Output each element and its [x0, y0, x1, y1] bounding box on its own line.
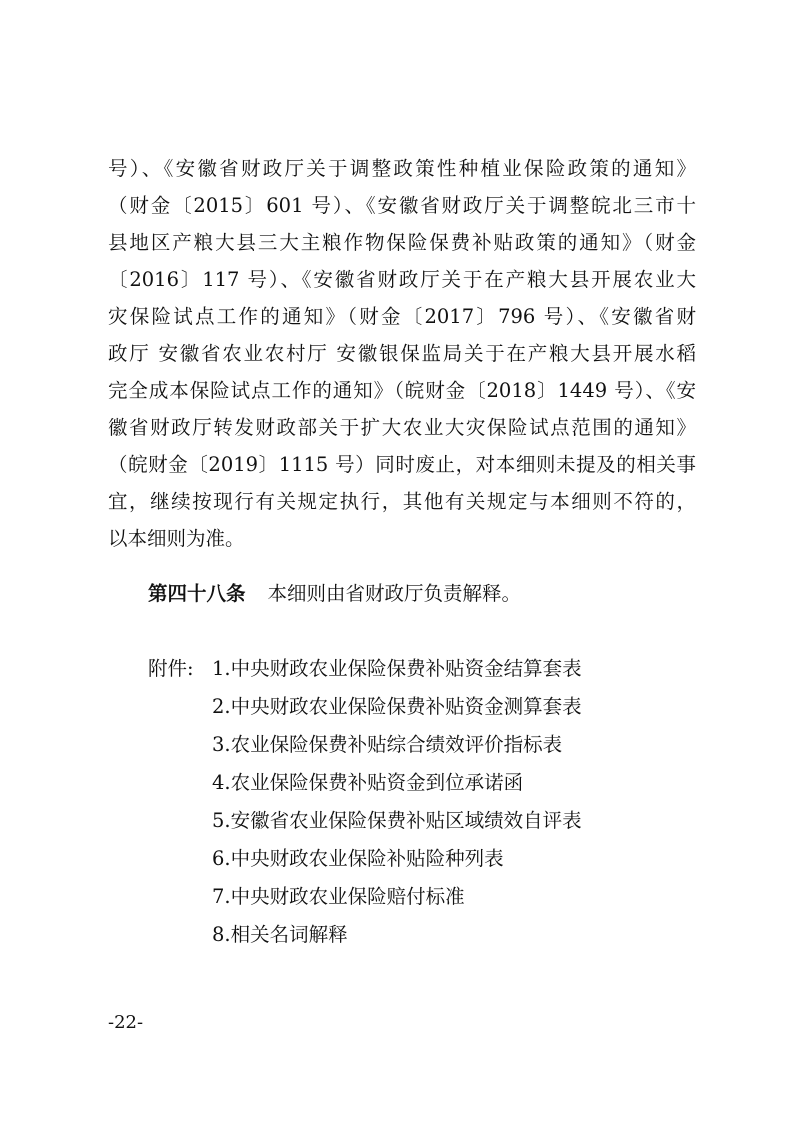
attachments-label: 附件:	[148, 657, 194, 680]
paragraph-line: 完全成本保险试点工作的通知》（皖财金〔2018〕1449 号）、《安	[108, 379, 696, 402]
paragraph-line: （财金〔2015〕601 号）、《安徽省财政厅关于调整皖北三市十	[108, 194, 696, 217]
paragraph-line: 徽省财政厅转发财政部关于扩大农业大灾保险试点范围的通知》	[108, 416, 696, 439]
attachment-item: 1.中央财政农业保险保费补贴资金结算套表	[212, 657, 582, 680]
paragraph-line: 宜，继续按现行有关规定执行，其他有关规定与本细则不符的，	[108, 490, 696, 513]
list-item	[148, 916, 668, 954]
list-item	[148, 878, 668, 916]
paragraph-line: 县地区产粮大县三大主粮作物保险保费补贴政策的通知》（财金	[108, 231, 696, 254]
list-item	[148, 650, 668, 688]
attachment-item: 2.中央财政农业保险保费补贴资金测算套表	[212, 695, 582, 718]
paragraph-line: （皖财金〔2019〕1115 号）同时废止，对本细则未提及的相关事	[108, 453, 696, 476]
list-item	[148, 764, 668, 802]
list-item	[148, 840, 668, 878]
attachments-list	[148, 650, 668, 954]
paragraph-line: 以本细则为准。	[108, 527, 245, 550]
attachment-item: 4.农业保险保费补贴资金到位承诺函	[212, 771, 524, 794]
page-number: -22-	[108, 1012, 144, 1033]
attachment-item: 6.中央财政农业保险补贴险种列表	[212, 847, 504, 870]
list-item	[148, 726, 668, 764]
body-paragraph	[108, 150, 696, 557]
paragraph-line: 〔2016〕117 号）、《安徽省财政厅关于在产粮大县开展农业大	[108, 268, 696, 291]
article-number: 第四十八条	[148, 582, 246, 605]
list-item	[148, 802, 668, 840]
list-item	[148, 688, 668, 726]
article-text: 本细则由省财政厅负责解释。	[267, 582, 522, 605]
attachment-item: 3.农业保险保费补贴综合绩效评价指标表	[212, 733, 563, 756]
article-48	[148, 575, 708, 612]
attachment-item: 5.安徽省农业保险保费补贴区域绩效自评表	[212, 809, 582, 832]
attachment-item: 8.相关名词解释	[212, 923, 348, 946]
paragraph-line: 灾保险试点工作的通知》（财金〔2017〕796 号）、《安徽省财	[108, 305, 696, 328]
paragraph-line: 政厅 安徽省农业农村厅 安徽银保监局关于在产粮大县开展水稻	[108, 342, 696, 365]
paragraph-line: 号）、《安徽省财政厅关于调整政策性种植业保险政策的通知》	[108, 157, 696, 180]
attachment-item: 7.中央财政农业保险赔付标准	[212, 885, 465, 908]
